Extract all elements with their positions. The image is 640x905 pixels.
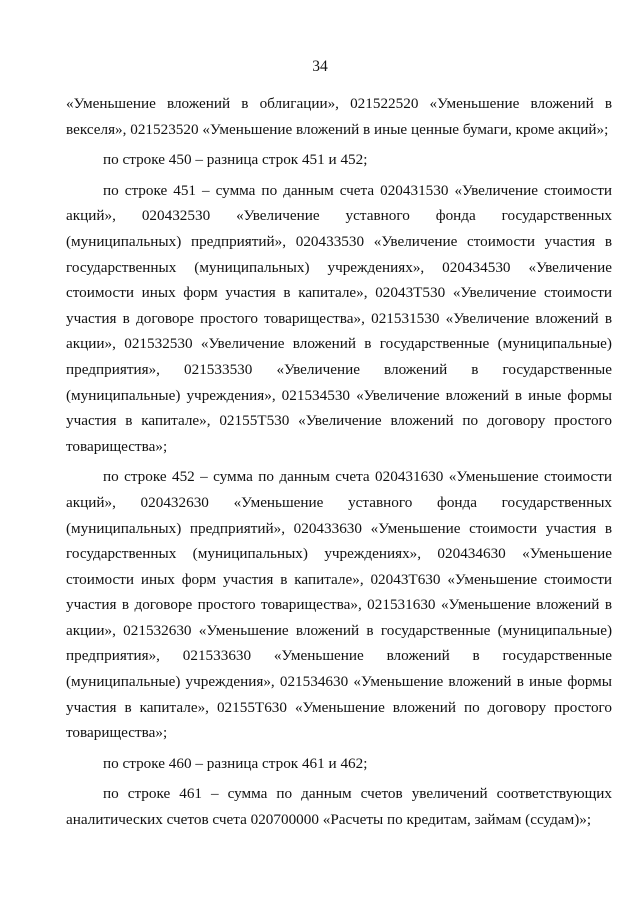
page-number: 34 (312, 58, 328, 75)
paragraph: по строке 461 – сумма по данным счетов увеличений соответствующих аналитических счетов счета 020700000 «Расчеты по кредитам, займам (ссудам)»; (66, 785, 612, 829)
document-body (66, 91, 612, 833)
paragraph: «Уменьшение вложений в облигации», 021522520 «Уменьшение вложений в векселя», 021523520 «Уменьшение вложений в иные ценные бумаги, кроме акций»; (66, 95, 612, 138)
paragraph: по строке 460 – разница строк 461 и 462; (103, 754, 368, 772)
paragraph: по строке 451 – сумма по данным счета 020431530 «Увеличение стоимости акций», 020432530 «Увеличение уставного фонда государственных (муниципальных) предприятий», 020433530 «Увеличение стоимости участия в государственных (муниципальных) учреждениях», 020434530 «Увеличение стоимости иных форм участия в капитале», 02043Т530 «Увеличение стоимости участия в договоре простого товарищества», 021531530 «Увеличение вложений в акции», 021532530 «Увеличение вложений в государственные (муниципальные) предприятия», 021533530 «Увеличение вложений в государственные (муниципальные) учреждения», 021534530 «Увеличение вложений в иные формы участия в капитале», 02155Т530 «Увеличение вложений по договору простого товарищества»; (66, 181, 612, 455)
paragraph: по строке 452 – сумма по данным счета 020431630 «Уменьшение стоимости акций», 020432630 «Уменьшение уставного фонда государственных (муниципальных) предприятий», 020433630 «Уменьшение стоимости участия в государственных (муниципальных) учреждениях», 020434630 «Уменьшение стоимости иных форм участия в капитале», 02043Т630 «Уменьшение стоимости участия в договоре простого товарищества», 021531630 «Уменьшение вложений в акции», 021532630 «Уменьшение вложений в государственные (муниципальные) предприятия», 021533630 «Уменьшение вложений в государственные (муниципальные) учреждения», 021534630 «Уменьшение вложений в иные формы участия в капитале», 02155Т630 «Уменьшение вложений по договору простого товарищества»; (66, 468, 612, 742)
paragraph: по строке 450 – разница строк 451 и 452; (103, 151, 368, 169)
